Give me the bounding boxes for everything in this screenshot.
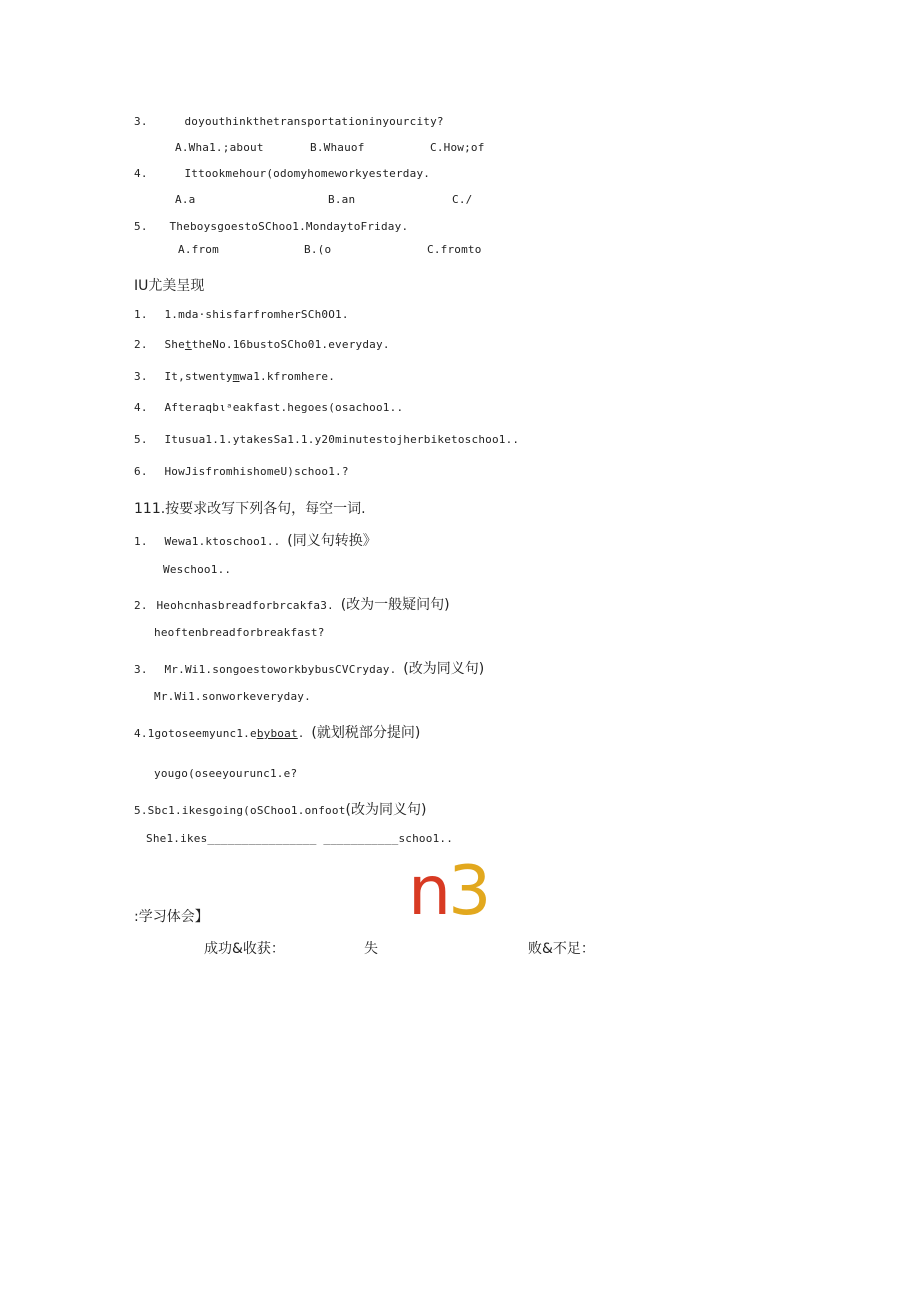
failure-label-part1: 失: [364, 941, 378, 957]
option-a: A.a: [175, 193, 196, 206]
question-text: Sbc1.ikesgoing(oSChoo1.onfoot: [147, 804, 346, 817]
item-number: 4.: [134, 401, 148, 414]
item-number: 1.: [134, 308, 148, 321]
question-stem: TheboysgoestoSChoo1.MondaytoFriday.: [169, 220, 409, 233]
item-text: 1.mda·shisfarfromherSCh0O1.: [164, 308, 349, 321]
question-text: Mr.Wi1.songoestoworkbybusCVCryday.: [164, 663, 397, 676]
rewrite-question-3: [134, 658, 484, 678]
question-number: 2.: [134, 599, 148, 612]
question-text: Wewa1.ktoschoo1..: [164, 535, 281, 548]
fill-blank: m: [232, 370, 240, 383]
item-number: 5.: [134, 433, 148, 446]
question-number: 3.: [134, 663, 148, 676]
rewrite-question-1: [134, 530, 377, 550]
item-text: Itusua1.1.ytakesSa1.1.y20minutestojherbiketoschoo1..: [164, 433, 520, 446]
question-number: 1.: [134, 535, 148, 548]
section-heading: IU尤美呈现: [134, 278, 205, 294]
question-instruction: (改为一般疑问句): [340, 597, 450, 613]
item-text: HowJisfromhishomeU)schoo1.?: [164, 465, 349, 478]
mc-question-5: [134, 220, 408, 233]
answer-line: [146, 832, 453, 845]
answer-line: yougo(oseeyourunc1.e?: [154, 767, 298, 780]
rewrite-question-2: [134, 594, 450, 614]
option-b: B.Whauof: [310, 141, 365, 154]
question-number: 4.: [134, 727, 148, 740]
item-number: 6.: [134, 465, 148, 478]
mark-letter-n: n: [408, 852, 449, 931]
question-number: 5.: [134, 220, 148, 233]
option-b: B.(o: [304, 243, 332, 256]
rewrite-question-5: [134, 799, 426, 819]
item-number: 2.: [134, 338, 148, 351]
item-text: theNo.16bustoSCho01.everyday.: [191, 338, 390, 351]
item-text: It,stwenty: [164, 370, 233, 383]
list-item: [134, 401, 403, 414]
question-instruction: (就划税部分提问): [311, 725, 421, 741]
question-text: Heohcnhasbreadforbrcakfa3.: [156, 599, 334, 612]
mc-question-4: [134, 167, 430, 180]
option-c: C.How;of: [430, 141, 485, 154]
option-c: C./: [452, 193, 473, 206]
question-stem: doyouthinkthetransportationinyourcity?: [184, 115, 444, 128]
item-text: She: [164, 338, 185, 351]
question-number: 3.: [134, 115, 148, 128]
option-c: C.fromto: [427, 243, 482, 256]
blank-line: ________________: [207, 832, 317, 845]
question-text: .: [297, 727, 305, 740]
list-item: [134, 370, 335, 383]
question-instruction: (同义句转换》: [287, 533, 377, 549]
failure-label-part2: 败&不足：: [528, 941, 595, 957]
blank-line: ___________: [323, 832, 399, 845]
answer-text: She1.ikes: [146, 832, 208, 845]
question-number: 5.: [134, 804, 148, 817]
mark-digit-3: 3: [448, 852, 489, 931]
underlined-phrase: byboat: [256, 727, 298, 740]
decorative-n3-mark: [408, 852, 489, 931]
option-a: A.from: [178, 243, 219, 256]
question-number: 4.: [134, 167, 148, 180]
rewrite-question-4: [134, 722, 420, 742]
option-b: B.an: [328, 193, 356, 206]
answer-text: schoo1..: [398, 832, 454, 845]
question-instruction: (改为同义句): [403, 661, 485, 677]
list-item: [134, 465, 349, 478]
question-stem: Ittookmehour(odomyhomeworkyesterday.: [184, 167, 431, 180]
section-heading: 111.按要求改写下列各句，每空一词.: [134, 501, 366, 517]
item-text: wa1.kfromhere.: [239, 370, 336, 383]
item-number: 3.: [134, 370, 148, 383]
section-heading: :学习体会】: [134, 909, 209, 925]
option-a: A.Wha1.;about: [175, 141, 264, 154]
mc-question-3: [134, 115, 444, 128]
list-item: [134, 338, 390, 351]
answer-line: heoftenbreadforbreakfast?: [154, 626, 325, 639]
success-label: 成功&收获：: [204, 941, 285, 957]
answer-line: Mr.Wi1.sonworkeveryday.: [154, 690, 311, 703]
list-item: [134, 308, 349, 321]
list-item: [134, 433, 519, 446]
item-text: Afteraqbιᵃeakfast.hegoes(osachoo1..: [164, 401, 404, 414]
question-text: 1gotoseemyunc1.e: [147, 727, 257, 740]
fill-blank: t: [184, 338, 192, 351]
answer-line: Weschoo1..: [163, 563, 232, 576]
question-instruction: (改为同义句): [345, 802, 427, 818]
